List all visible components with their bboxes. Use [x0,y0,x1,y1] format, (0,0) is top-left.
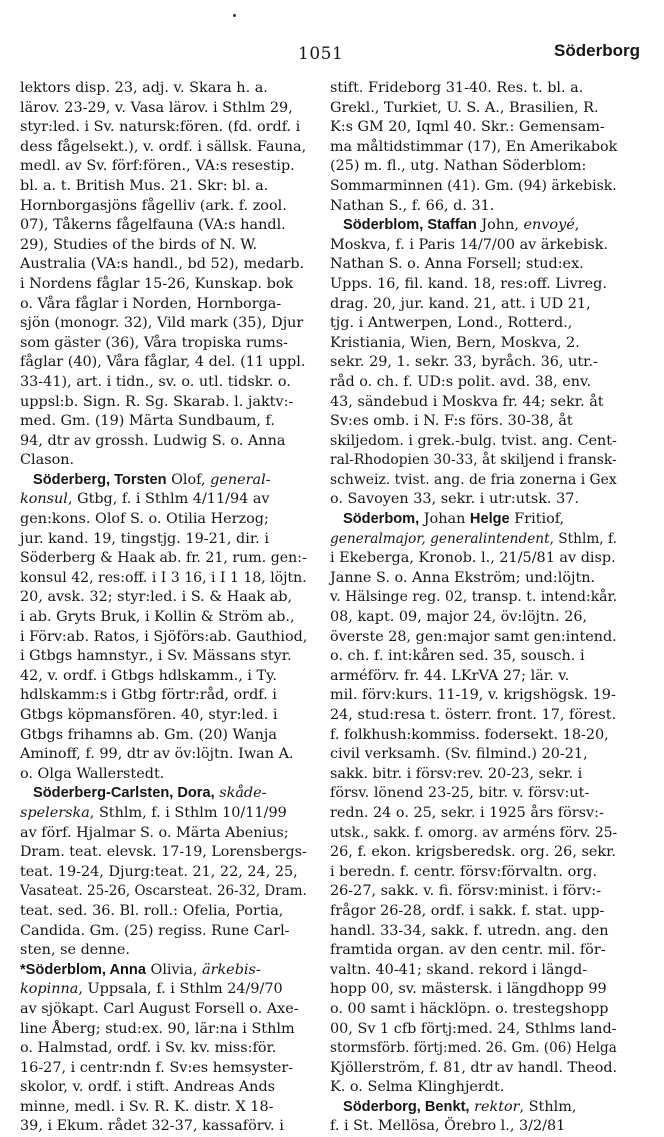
text-run: råd o. ch. f. UD:s polit. avd. 38, env. [330,373,592,390]
text-line [330,1000,617,1020]
text-line [330,922,617,942]
text-run: , Gtbg, f. i Sthlm 4/11/94 av [67,491,270,508]
text-run: mil. förv:kurs. 11-19, v. krigshögsk. 19- [330,687,616,704]
text-line [330,530,617,550]
text-line [330,216,617,236]
right-column [330,79,617,1137]
text-run: lektors disp. 23, adj. v. Skara h. a. [20,80,268,96]
text-line [20,1059,307,1079]
text-run: o. Våra fåglar i Norden, Hornborga- [20,295,282,312]
entry-title: general- [210,471,271,488]
text-line [20,549,307,569]
text-run: 16-27, i centr:ndn f. Sv:es hemsyster- [20,1059,294,1076]
text-line [20,197,307,217]
text-line [20,1117,307,1137]
text-run: Sv:es omb. i N. F:s förs. 30-38, åt [330,413,573,430]
text-run: 26-27, sakk. v. fi. försv:minist. i förv:- [330,883,602,900]
text-run: som gäster (36), Våra tropiska rums- [20,334,289,351]
text-run: 26, f. ekon. krigsberedsk. org. 26, sekr. [330,844,616,861]
text-run: bl. a. t. British Mus. 21. Skr: bl. a. [20,177,269,194]
entry-title: envoyé [523,217,575,234]
text-line [20,490,307,510]
entry-title: ärkebis- [202,961,261,978]
text-run: Nathan S., f. 66, d. 31. [330,197,495,214]
text-run: dess fågelsekt.), v. ordf. i sällsk. Fauna, [20,138,307,155]
entry-name: Söderberg, Torsten [33,471,167,488]
text-line [20,373,307,393]
text-run: med. Gm. (19) Märta Sundbaum, f. [20,413,275,430]
text-line [330,569,617,589]
text-run: Gtbgs frihamns ab. Gm. (20) Wanja [20,726,277,743]
text-line [330,1020,617,1040]
text-run: av förf. Hjalmar S. o. Märta Abenius; [20,824,289,841]
text-line [330,961,617,981]
entry-title: skåde- [219,785,267,802]
entry-name: Helge [469,511,510,528]
text-line [330,686,617,706]
entry-title: rektor [474,1098,520,1115]
text-line [330,295,617,315]
text-run: , Uppsala, f. i Sthlm 24/9/70 [78,981,283,998]
text-run: o. Olga Wallerstedt. [20,765,165,782]
text-run: hopp 00, sv. mästersk. i längdhopp 99 [330,981,607,998]
text-line [330,236,617,256]
text-line [20,177,307,197]
text-line [20,1098,307,1118]
text-line [330,432,615,452]
text-run: Dram. teat. elevsk. 17-19, Lorensbergs- [20,844,307,861]
text-line [20,569,307,589]
text-line [20,1020,307,1040]
text-run: , Sthlm, [519,1098,577,1115]
text-line [20,667,307,687]
text-run: line Åberg; stud:ex. 90, lär:na i Sthlm [20,1020,295,1037]
text-run: f. i St. Mellösa, Örebro l., 3/2/81 [330,1118,566,1135]
text-line [20,393,307,413]
text-run: 29), Studies of the birds of N. W. [20,236,258,253]
text-run: sakk. bitr. i försv:rev. 20-23, sekr. i [330,765,583,782]
text-run: skolor, v. ordf. i stift. Andreas Ands [20,1079,276,1096]
text-run: 07), Tåkerns fågelfauna (VA:s handl. [20,217,286,234]
text-line [20,608,307,628]
text-run: redn. 24 o. 25, sekr. i 1925 års försv:- [330,804,604,821]
text-run: jur. kand. 19, tingstjg. 19-21, dir. i [20,530,269,547]
text-line [20,588,307,608]
text-run: hdlskamm:s i Gtbg förtr:råd, ordf. i [20,687,277,704]
text-run: , Sthlm, f. [549,530,617,547]
text-line [330,197,617,217]
text-run: o. 00 samt i häcklöpn. o. trestegshopp [330,1000,609,1017]
text-line [20,510,307,530]
text-line [20,902,307,922]
text-run: tjg. i Antwerpen, Lond., Rotterd., [330,315,573,332]
text-run: sjön (monogr. 32), Vild mark (35), Djur [20,315,304,332]
text-line [20,236,307,256]
text-run: sten, se denne. [20,942,130,959]
text-run: Clason. [20,452,75,469]
text-run: i Nordens fåglar 15-26, Kunskap. bok [20,275,294,292]
text-line [330,275,617,295]
text-run: lärov. 23-29, v. Vasa lärov. i Sthlm 29, [20,99,293,116]
text-run: Hornborgasjöns fågelliv (ark. f. zool. [20,197,287,214]
text-run: i ab. Gryts Bruk, i Kollin & Ström ab., [20,609,295,626]
text-run: i beredn. f. centr. försv:förvaltn. org. [330,863,597,880]
text-run: styr:led. i Sv. natursk:fören. (fd. ordf. i [20,119,301,136]
text-run: i Ekeberga, Kronob. l., 21/5/81 av disp. [330,550,616,567]
text-run: fåglar (40), Våra fåglar, 4 del. (11 uppl. [20,354,306,371]
text-line [20,118,307,138]
running-head: Söderborg [554,41,640,60]
text-run: 00, Sv 1 cfb förtj:med. 24, Sthlms land- [330,1020,617,1037]
text-line [330,1078,617,1098]
text-line [20,255,307,275]
text-line [20,784,307,804]
text-run: o. Halmstad, ordf. i Sv. kv. miss:för. [20,1040,277,1057]
text-line [20,471,307,491]
text-line [20,334,307,354]
entry-name: Söderberg-Carlsten, Dora, [33,785,215,802]
text-line [330,314,617,334]
text-run: , [574,217,580,234]
text-run: konsul 42, res:off. i I 3 16, i I 1 18, löjtn. [20,569,307,586]
text-run: Grekl., Turkiet, U. S. A., Brasilien, R. [330,99,599,116]
text-line [20,628,306,648]
text-line [330,1059,618,1079]
text-line [330,1039,617,1059]
text-run: teat. 19-24, Djurg:teat. 21, 22, 24, 25, [20,863,298,880]
text-line [20,706,307,726]
text-run: skiljedom. i grek.-bulg. tvist. ang. Cent- [330,432,617,449]
text-run: drag. 20, jur. kand. 21, att. i UD 21, [330,295,591,312]
entry-title: kopinna [20,981,79,998]
text-run: civil verksamh. (Sv. filmind.) 20-21, [330,746,588,763]
text-line [330,941,617,961]
text-run: teat. sed. 36. Bl. roll.: Ofelia, Portia, [20,902,284,919]
text-run: 94, dtr av grossh. Ludwig S. o. Anna [20,432,286,449]
text-run: Olof, [166,471,211,488]
text-line [330,255,617,275]
text-run: Fritiof, [509,511,565,528]
text-line [330,647,617,667]
text-line [330,353,617,373]
text-line [20,1000,307,1020]
text-line [20,216,307,236]
text-line [330,490,617,510]
text-line [330,588,618,608]
text-line [20,647,307,667]
text-run: Australia (VA:s handl., bd 52), medarb. [20,256,305,273]
text-line [330,118,617,138]
text-run: Candida. Gm. (25) regiss. Rune Carl- [20,922,290,939]
text-run: Söderberg & Haak ab. fr. 21, rum. gen:- [20,550,307,567]
entry-name: Söderborg, Benkt, [343,1098,470,1115]
text-line [20,412,307,432]
text-line [20,804,307,824]
text-run: Nathan S. o. Anna Forsell; stud:ex. [330,256,584,273]
text-run: valtn. 40-41; skand. rekord i längd- [330,961,588,978]
text-run: f. folkhush:kommiss. fodersekt. 18-20, [330,726,609,743]
text-line [20,432,307,452]
text-line [330,628,616,648]
text-line [330,882,617,902]
text-line [330,726,617,746]
text-run: minne, medl. i Sv. R. K. distr. X 18- [20,1098,274,1115]
text-run: Sommarminnen (41). Gm. (94) ärkebisk. [330,177,617,194]
text-line [20,451,307,471]
print-speck [233,14,236,17]
text-line [20,863,307,883]
text-run: arméförv. fr. 44. LKrVA 27; lär. v. [330,667,570,684]
text-line [20,843,307,863]
text-line [20,138,307,158]
text-run: 08, kapt. 09, major 24, öv:löjtn. 26, [330,609,588,626]
text-run: Upps. 16, fil. kand. 18, res:off. Livreg. [330,275,607,292]
text-run: 24, stud:resa t. österr. front. 17, förest. [330,707,617,723]
text-run: i Gtbgs hamnstyr., i Sv. Mässans styr. [20,648,292,665]
text-line [20,295,307,315]
text-line [330,510,617,530]
entry-name: *Söderblom, Anna [20,961,146,978]
text-run: 42, v. ordf. i Gtbgs hdlskamm., i Ty. [20,667,277,684]
text-run: medl. av Sv. förf:fören., VA:s resestip. [20,158,295,175]
text-line [330,471,617,491]
text-run: o. ch. f. int:kåren sed. 35, sousch. i [330,648,585,665]
text-run: stormsförb. förtj:med. 26. Gm. (06) Helga [330,1040,617,1057]
text-run: Kristiania, Wien, Bern, Moskva, 2. [330,334,580,351]
text-line [20,1078,307,1098]
entry-name: Söderblom, Staffan [343,217,477,234]
text-line [20,980,307,1000]
text-run: i Förv:ab. Ratos, i Sjöförs:ab. Gauthiod, [20,628,308,645]
text-line [330,980,617,1000]
text-line [330,177,617,197]
text-line [330,157,617,177]
text-line [330,706,617,726]
text-line [330,138,618,158]
text-run: , Sthlm, f. i Sthlm 10/11/99 [89,804,287,821]
entry-title: konsul [20,491,68,508]
text-run: Moskva, f. i Paris 14/7/00 av ärkebisk. [330,236,609,253]
text-line [330,863,617,883]
text-line [20,275,307,295]
text-run: Gtbgs köpmansfören. 40, styr:led. i [20,707,278,723]
text-run: Aminoff, f. 99, dtr av öv:löjtn. Iwan A. [20,746,294,763]
text-line [330,765,617,785]
entry-title: spelerska [20,804,90,821]
text-run: 33-41), art. i tidn., sv. o. utl. tidskr. o. [20,373,291,390]
text-line [20,745,307,765]
text-run: Johan [419,511,470,528]
text-run: stift. Frideborg 31-40. Res. t. bl. a. [330,80,584,96]
text-run: Vasateat. 25-26, Oscarsteat. 26-32, Dram. [20,883,307,900]
text-line [20,824,307,844]
text-line [20,726,307,746]
text-run: K. o. Selma Klinghjerdt. [330,1079,505,1096]
text-line [330,393,617,413]
entry-name: Söderbom, [343,511,420,528]
text-line [20,882,307,902]
text-run: försv. lönend 23-25, bitr. v. försv:ut- [330,785,590,802]
text-line [330,824,618,844]
text-line [330,784,617,804]
text-line [330,1117,617,1137]
text-run: v. Hälsinge reg. 02, transp. t. intend:kår. [330,589,618,606]
text-line [20,686,307,706]
text-line [20,941,307,961]
text-run: (25) m. fl., utg. Nathan Söderblom: [330,158,587,175]
text-run: av sjökapt. Carl August Forsell o. Axe- [20,1000,299,1017]
text-run: överste 28, gen:major samt gen:intend. [330,628,617,645]
text-line [330,412,617,432]
text-run: Olivia, [145,961,202,978]
text-run: uppsl:b. Sign. R. Sg. Skarab. l. jaktv:- [20,393,294,410]
text-line [20,922,307,942]
text-run: Kjöllerström, f. 81, dtr av handl. Theod. [330,1059,618,1076]
text-run: ma måltidstimmar (17), En Amerikabok [330,138,618,155]
text-line [330,373,617,393]
text-line [330,1098,617,1118]
text-line [20,157,307,177]
text-run: ral-Rhodopien 30-33, åt skiljend i fransk- [330,452,617,469]
text-line [20,79,307,99]
text-line [330,667,617,687]
text-run: John, [476,217,524,234]
text-line [330,451,617,471]
text-run: utsk., sakk. f. omorg. av arméns förv. 25- [330,824,618,841]
text-run: frågor 26-28, ordf. i sakk. f. stat. upp- [330,902,605,919]
text-line [330,334,617,354]
text-line [20,353,307,373]
text-line [330,608,617,628]
text-run: 43, sändebud i Moskva fr. 44; sekr. åt [330,393,604,410]
text-run: schweiz. tvist. ang. de fria zonerna i Gex [330,471,617,488]
text-line [330,549,617,569]
text-run: o. Savoyen 33, sekr. i utr:utsk. 37. [330,491,579,508]
page-number: 1051 [298,44,344,64]
text-line [330,745,617,765]
text-run: K:s GM 20, Iqml 40. Skr.: Gemensam- [330,119,605,136]
text-line [20,961,307,981]
left-column [20,79,307,1137]
text-line [330,79,617,99]
text-run: Janne S. o. Anna Ekström; und:löjtn. [330,569,596,586]
text-line [330,843,617,863]
text-line [20,314,307,334]
text-run: gen:kons. Olof S. o. Otilia Herzog; [20,511,269,528]
text-run: 39, i Ekum. rådet 32-37, kassaförv. i [20,1118,284,1135]
text-line [330,902,617,922]
text-line [330,99,617,119]
text-line [20,765,307,785]
text-line [20,99,307,119]
text-line [330,804,617,824]
text-run: sekr. 29, 1. sekr. 33, byråch. 36, utr.- [330,354,598,371]
entry-title: generalmajor, generalintendent [330,530,550,547]
text-run: framtida organ. av den centr. mil. för- [330,942,606,959]
text-line [20,530,307,550]
text-line [20,1039,307,1059]
text-run: handl. 33-34, sakk. f. utredn. ang. den [330,922,609,939]
text-run: 20, avsk. 32; styr:led. i S. & Haak ab, [20,589,293,606]
